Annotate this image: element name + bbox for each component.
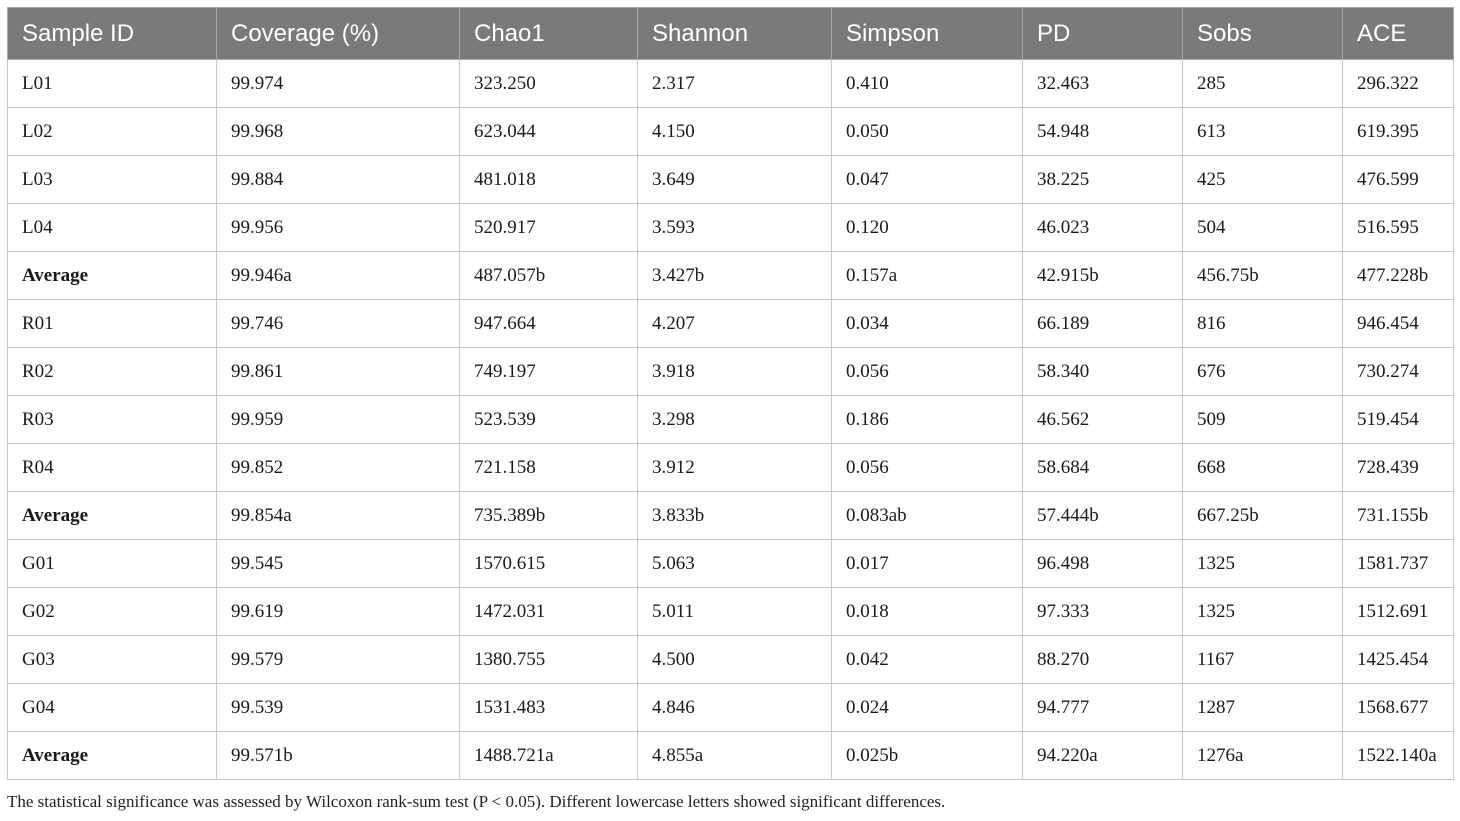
value-cell: 4.855a bbox=[638, 732, 832, 780]
value-cell: 1531.483 bbox=[460, 684, 638, 732]
column-header: Simpson bbox=[832, 8, 1023, 60]
value-cell: 519.454 bbox=[1343, 396, 1454, 444]
table-row bbox=[8, 60, 1454, 108]
value-cell: 46.562 bbox=[1023, 396, 1183, 444]
value-cell: 99.946a bbox=[217, 252, 460, 300]
value-cell: 3.298 bbox=[638, 396, 832, 444]
value-cell: 721.158 bbox=[460, 444, 638, 492]
sample-id-cell: Average bbox=[8, 252, 217, 300]
value-cell: 0.047 bbox=[832, 156, 1023, 204]
value-cell: 99.579 bbox=[217, 636, 460, 684]
column-header: ACE bbox=[1343, 8, 1454, 60]
table-row bbox=[8, 684, 1454, 732]
value-cell: 4.500 bbox=[638, 636, 832, 684]
value-cell: 0.056 bbox=[832, 444, 1023, 492]
value-cell: 58.340 bbox=[1023, 348, 1183, 396]
value-cell: 1276a bbox=[1183, 732, 1343, 780]
sample-id-cell: R02 bbox=[8, 348, 217, 396]
value-cell: 1287 bbox=[1183, 684, 1343, 732]
table-row bbox=[8, 540, 1454, 588]
value-cell: 1581.737 bbox=[1343, 540, 1454, 588]
value-cell: 42.915b bbox=[1023, 252, 1183, 300]
value-cell: 816 bbox=[1183, 300, 1343, 348]
value-cell: 947.664 bbox=[460, 300, 638, 348]
value-cell: 99.539 bbox=[217, 684, 460, 732]
column-header: Chao1 bbox=[460, 8, 638, 60]
value-cell: 4.207 bbox=[638, 300, 832, 348]
value-cell: 1380.755 bbox=[460, 636, 638, 684]
value-cell: 285 bbox=[1183, 60, 1343, 108]
value-cell: 0.120 bbox=[832, 204, 1023, 252]
value-cell: 613 bbox=[1183, 108, 1343, 156]
value-cell: 0.050 bbox=[832, 108, 1023, 156]
value-cell: 487.057b bbox=[460, 252, 638, 300]
value-cell: 0.186 bbox=[832, 396, 1023, 444]
value-cell: 3.833b bbox=[638, 492, 832, 540]
value-cell: 88.270 bbox=[1023, 636, 1183, 684]
value-cell: 57.444b bbox=[1023, 492, 1183, 540]
sample-id-cell: L04 bbox=[8, 204, 217, 252]
value-cell: 66.189 bbox=[1023, 300, 1183, 348]
value-cell: 3.593 bbox=[638, 204, 832, 252]
value-cell: 99.861 bbox=[217, 348, 460, 396]
value-cell: 946.454 bbox=[1343, 300, 1454, 348]
value-cell: 5.011 bbox=[638, 588, 832, 636]
value-cell: 0.157a bbox=[832, 252, 1023, 300]
value-cell: 97.333 bbox=[1023, 588, 1183, 636]
value-cell: 477.228b bbox=[1343, 252, 1454, 300]
value-cell: 0.410 bbox=[832, 60, 1023, 108]
value-cell: 1425.454 bbox=[1343, 636, 1454, 684]
value-cell: 1522.140a bbox=[1343, 732, 1454, 780]
table-row bbox=[8, 156, 1454, 204]
value-cell: 94.777 bbox=[1023, 684, 1183, 732]
table-row bbox=[8, 636, 1454, 684]
value-cell: 481.018 bbox=[460, 156, 638, 204]
value-cell: 504 bbox=[1183, 204, 1343, 252]
value-cell: 323.250 bbox=[460, 60, 638, 108]
value-cell: 99.571b bbox=[217, 732, 460, 780]
sample-id-cell: G02 bbox=[8, 588, 217, 636]
average-row bbox=[8, 492, 1454, 540]
value-cell: 728.439 bbox=[1343, 444, 1454, 492]
value-cell: 1325 bbox=[1183, 588, 1343, 636]
value-cell: 476.599 bbox=[1343, 156, 1454, 204]
value-cell: 623.044 bbox=[460, 108, 638, 156]
column-header: Sample ID bbox=[8, 8, 217, 60]
value-cell: 0.025b bbox=[832, 732, 1023, 780]
sample-id-cell: R04 bbox=[8, 444, 217, 492]
average-row bbox=[8, 732, 1454, 780]
value-cell: 99.974 bbox=[217, 60, 460, 108]
table-row bbox=[8, 108, 1454, 156]
value-cell: 3.912 bbox=[638, 444, 832, 492]
value-cell: 99.959 bbox=[217, 396, 460, 444]
value-cell: 2.317 bbox=[638, 60, 832, 108]
value-cell: 46.023 bbox=[1023, 204, 1183, 252]
value-cell: 425 bbox=[1183, 156, 1343, 204]
value-cell: 735.389b bbox=[460, 492, 638, 540]
value-cell: 523.539 bbox=[460, 396, 638, 444]
value-cell: 99.619 bbox=[217, 588, 460, 636]
value-cell: 0.017 bbox=[832, 540, 1023, 588]
value-cell: 5.063 bbox=[638, 540, 832, 588]
value-cell: 4.150 bbox=[638, 108, 832, 156]
value-cell: 99.545 bbox=[217, 540, 460, 588]
value-cell: 668 bbox=[1183, 444, 1343, 492]
table-row bbox=[8, 396, 1454, 444]
value-cell: 1325 bbox=[1183, 540, 1343, 588]
column-header: Shannon bbox=[638, 8, 832, 60]
table-row bbox=[8, 300, 1454, 348]
average-row bbox=[8, 252, 1454, 300]
table-row bbox=[8, 204, 1454, 252]
value-cell: 3.649 bbox=[638, 156, 832, 204]
alpha-diversity-table bbox=[7, 7, 1454, 780]
value-cell: 1488.721a bbox=[460, 732, 638, 780]
column-header: Coverage (%) bbox=[217, 8, 460, 60]
value-cell: 1512.691 bbox=[1343, 588, 1454, 636]
header-row bbox=[8, 8, 1454, 60]
column-header: Sobs bbox=[1183, 8, 1343, 60]
value-cell: 96.498 bbox=[1023, 540, 1183, 588]
value-cell: 749.197 bbox=[460, 348, 638, 396]
value-cell: 99.968 bbox=[217, 108, 460, 156]
sample-id-cell: L01 bbox=[8, 60, 217, 108]
sample-id-cell: G03 bbox=[8, 636, 217, 684]
sample-id-cell: Average bbox=[8, 492, 217, 540]
value-cell: 4.846 bbox=[638, 684, 832, 732]
value-cell: 730.274 bbox=[1343, 348, 1454, 396]
value-cell: 731.155b bbox=[1343, 492, 1454, 540]
value-cell: 58.684 bbox=[1023, 444, 1183, 492]
value-cell: 38.225 bbox=[1023, 156, 1183, 204]
value-cell: 509 bbox=[1183, 396, 1343, 444]
sample-id-cell: Average bbox=[8, 732, 217, 780]
value-cell: 667.25b bbox=[1183, 492, 1343, 540]
value-cell: 32.463 bbox=[1023, 60, 1183, 108]
value-cell: 619.395 bbox=[1343, 108, 1454, 156]
value-cell: 99.884 bbox=[217, 156, 460, 204]
table-header bbox=[8, 8, 1454, 60]
value-cell: 1570.615 bbox=[460, 540, 638, 588]
value-cell: 1568.677 bbox=[1343, 684, 1454, 732]
value-cell: 54.948 bbox=[1023, 108, 1183, 156]
alpha-diversity-table-container bbox=[7, 7, 1453, 780]
value-cell: 296.322 bbox=[1343, 60, 1454, 108]
value-cell: 676 bbox=[1183, 348, 1343, 396]
table-row bbox=[8, 588, 1454, 636]
sample-id-cell: R01 bbox=[8, 300, 217, 348]
value-cell: 1167 bbox=[1183, 636, 1343, 684]
table-footnote: The statistical significance was assessed by Wilcoxon rank-sum test (P < 0.05). Different lowercase letters showed significant differences. bbox=[7, 792, 946, 811]
value-cell: 99.956 bbox=[217, 204, 460, 252]
value-cell: 3.427b bbox=[638, 252, 832, 300]
sample-id-cell: G01 bbox=[8, 540, 217, 588]
value-cell: 99.854a bbox=[217, 492, 460, 540]
table-row bbox=[8, 444, 1454, 492]
value-cell: 0.083ab bbox=[832, 492, 1023, 540]
table-body bbox=[8, 60, 1454, 780]
column-header: PD bbox=[1023, 8, 1183, 60]
value-cell: 99.852 bbox=[217, 444, 460, 492]
value-cell: 0.042 bbox=[832, 636, 1023, 684]
sample-id-cell: G04 bbox=[8, 684, 217, 732]
table-row bbox=[8, 348, 1454, 396]
value-cell: 0.034 bbox=[832, 300, 1023, 348]
sample-id-cell: R03 bbox=[8, 396, 217, 444]
value-cell: 0.056 bbox=[832, 348, 1023, 396]
value-cell: 520.917 bbox=[460, 204, 638, 252]
value-cell: 99.746 bbox=[217, 300, 460, 348]
sample-id-cell: L02 bbox=[8, 108, 217, 156]
value-cell: 94.220a bbox=[1023, 732, 1183, 780]
value-cell: 0.018 bbox=[832, 588, 1023, 636]
value-cell: 0.024 bbox=[832, 684, 1023, 732]
value-cell: 456.75b bbox=[1183, 252, 1343, 300]
value-cell: 516.595 bbox=[1343, 204, 1454, 252]
value-cell: 1472.031 bbox=[460, 588, 638, 636]
value-cell: 3.918 bbox=[638, 348, 832, 396]
sample-id-cell: L03 bbox=[8, 156, 217, 204]
